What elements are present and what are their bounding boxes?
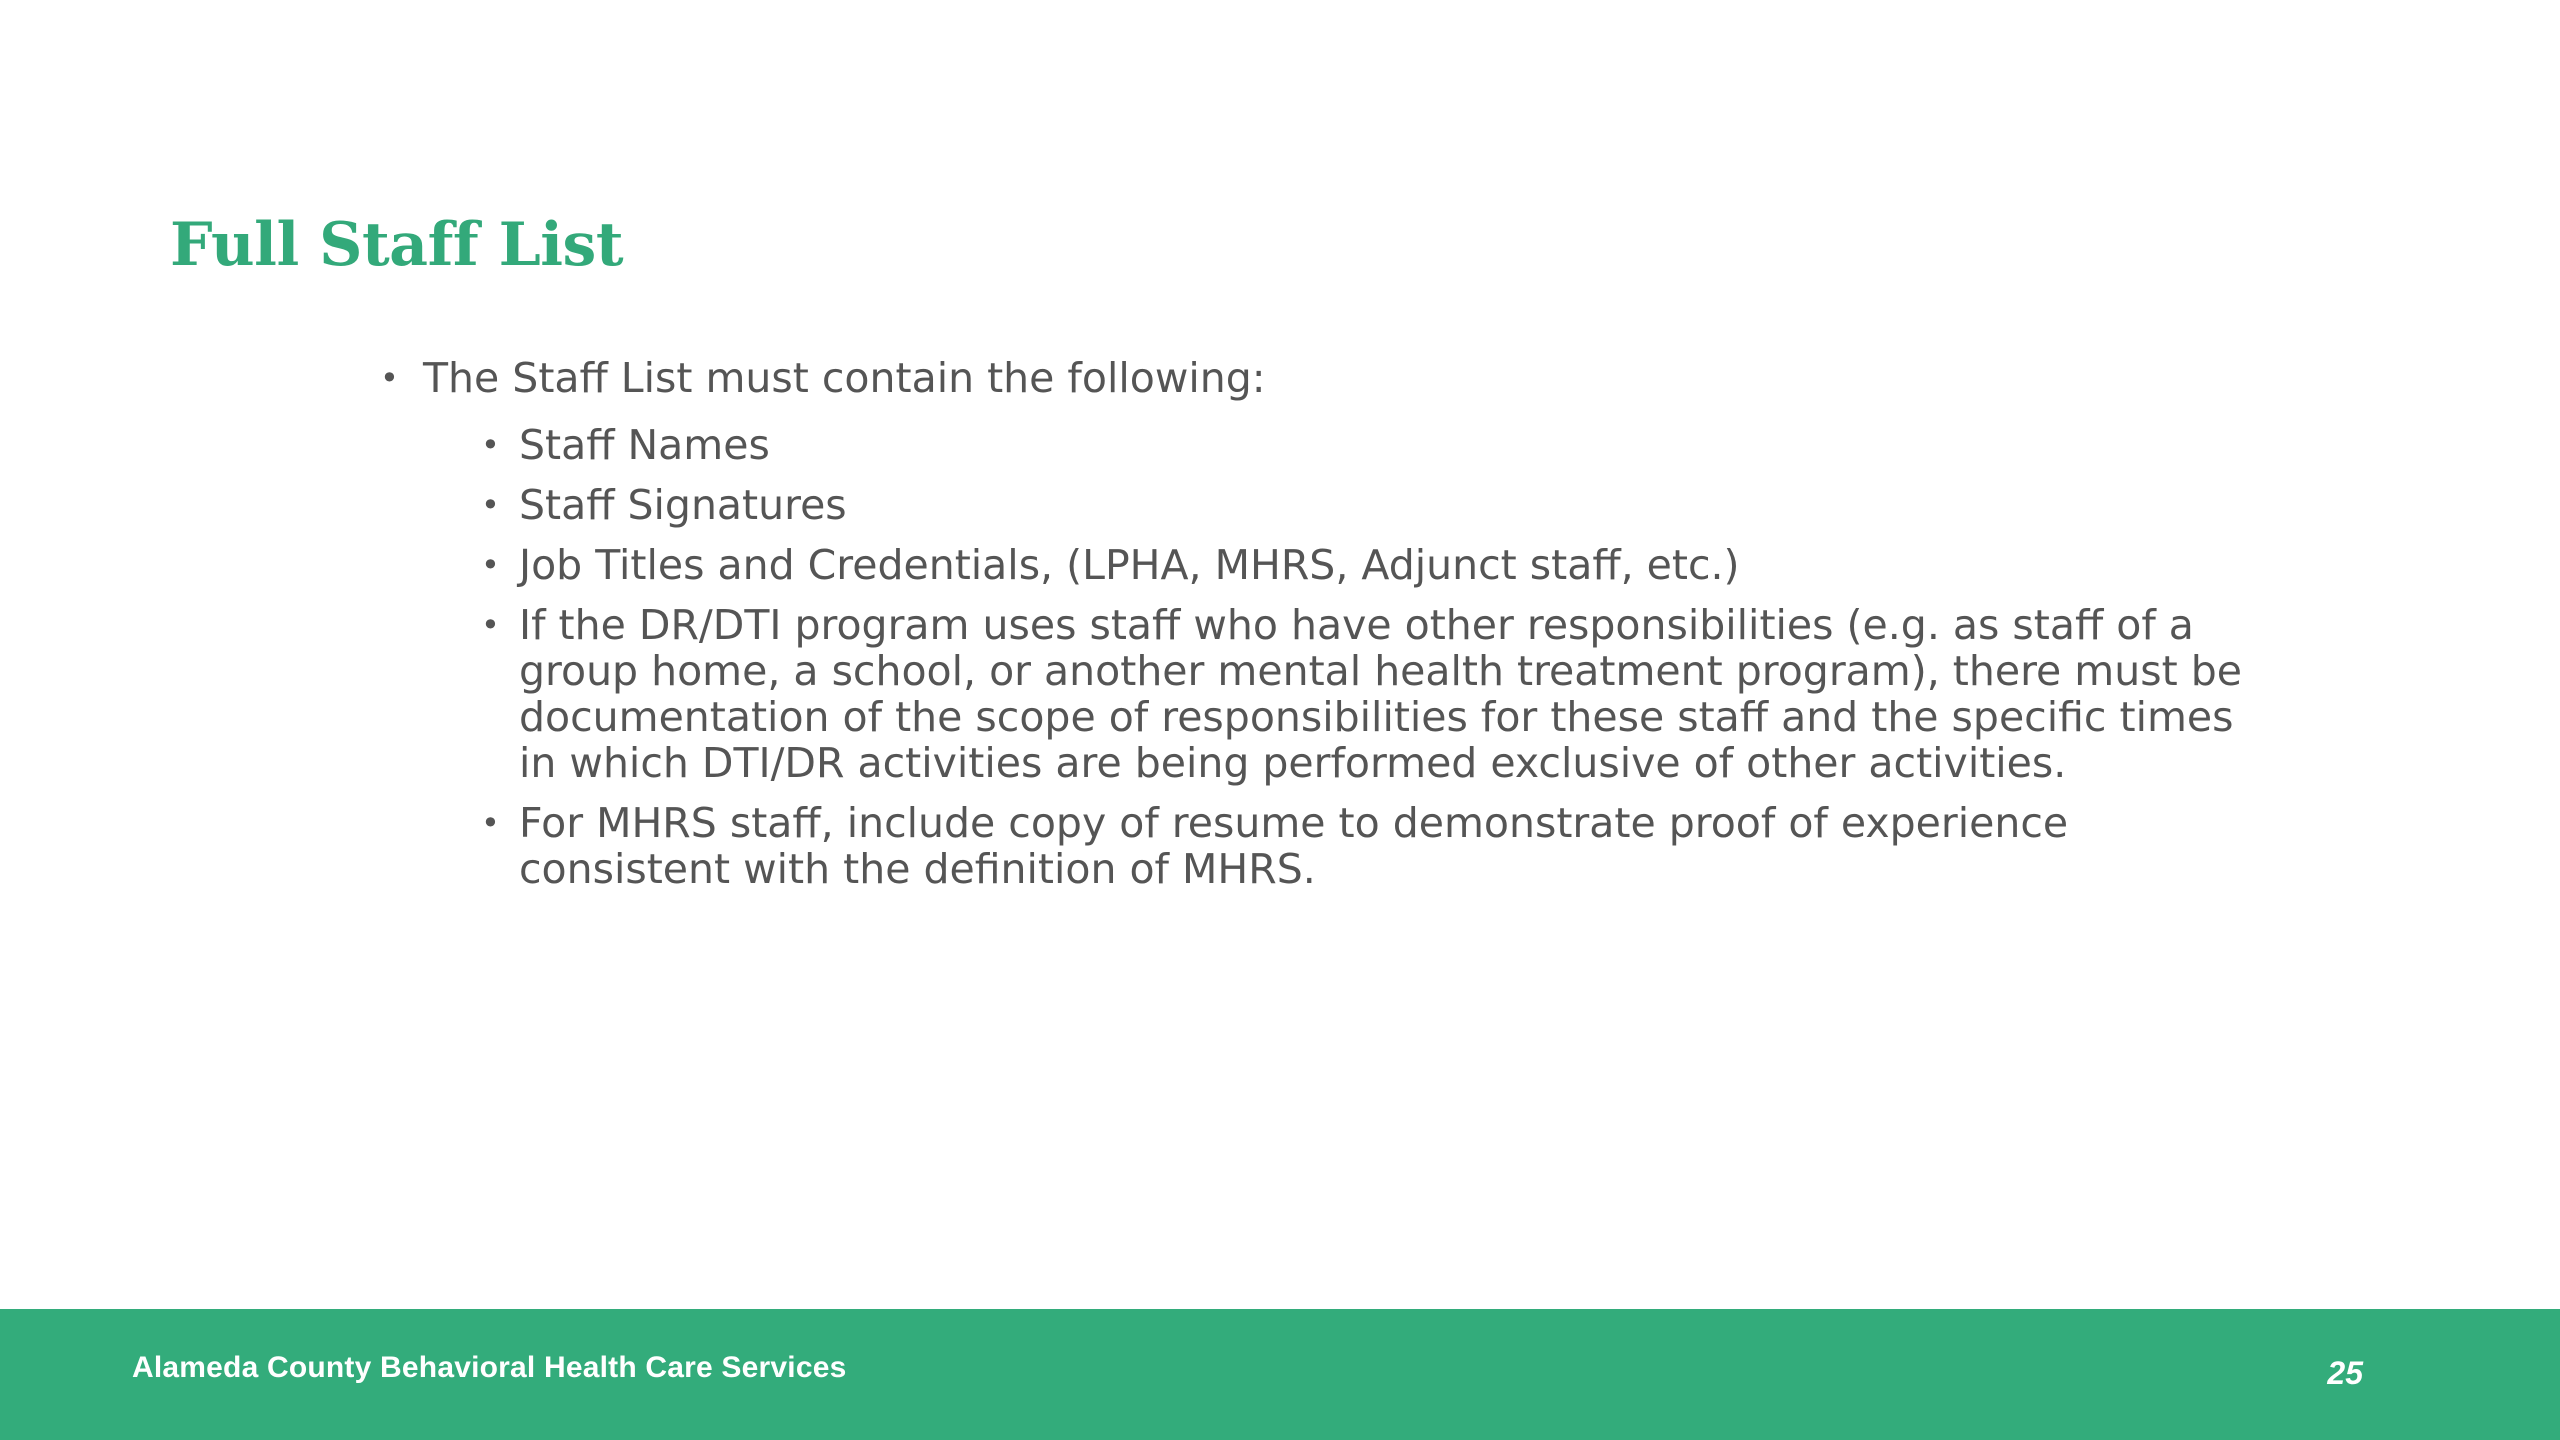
bullet-text: The Staff List must contain the following: <box>423 354 1266 402</box>
sub-bullet-text: If the DR/DTI program uses staff who have other responsibilities (e.g. as staff of a group home, a school, or another mental health treatment program), there must be documentation of the scope of responsibilities for these staff and the specific times in which DTI/DR activities are being performed exclusive of other activities. <box>519 601 2242 787</box>
sub-bullet-list <box>423 422 2280 892</box>
sub-bullet-text: For MHRS staff, include copy of resume to demonstrate proof of experience consistent with the definition of MHRS. <box>519 799 2069 893</box>
sub-bullet-item <box>481 602 2280 786</box>
bullet-list <box>380 350 2280 892</box>
sub-bullet-item <box>481 542 2280 588</box>
footer-bar <box>0 1309 2560 1440</box>
sub-bullet-text: Staff Signatures <box>519 481 847 529</box>
sub-bullet-item <box>481 800 2280 892</box>
slide-title: Full Staff List <box>170 210 624 280</box>
slide-content <box>380 350 2280 906</box>
bullet-marker: • <box>481 606 500 644</box>
bullet-item <box>380 350 2280 892</box>
sub-bullet-item <box>481 422 2280 468</box>
sub-bullet-item <box>481 482 2280 528</box>
footer-organization: Alameda County Behavioral Health Care Services <box>132 1351 847 1384</box>
bullet-marker: • <box>481 426 500 464</box>
bullet-marker: • <box>380 359 399 397</box>
bullet-marker: • <box>481 546 500 584</box>
bullet-marker: • <box>481 486 500 524</box>
page-number: 25 <box>2327 1355 2363 1391</box>
sub-bullet-text: Job Titles and Credentials, (LPHA, MHRS, Adjunct staff, etc.) <box>519 541 1740 589</box>
bullet-marker: • <box>481 804 500 842</box>
sub-bullet-text: Staff Names <box>519 421 770 469</box>
